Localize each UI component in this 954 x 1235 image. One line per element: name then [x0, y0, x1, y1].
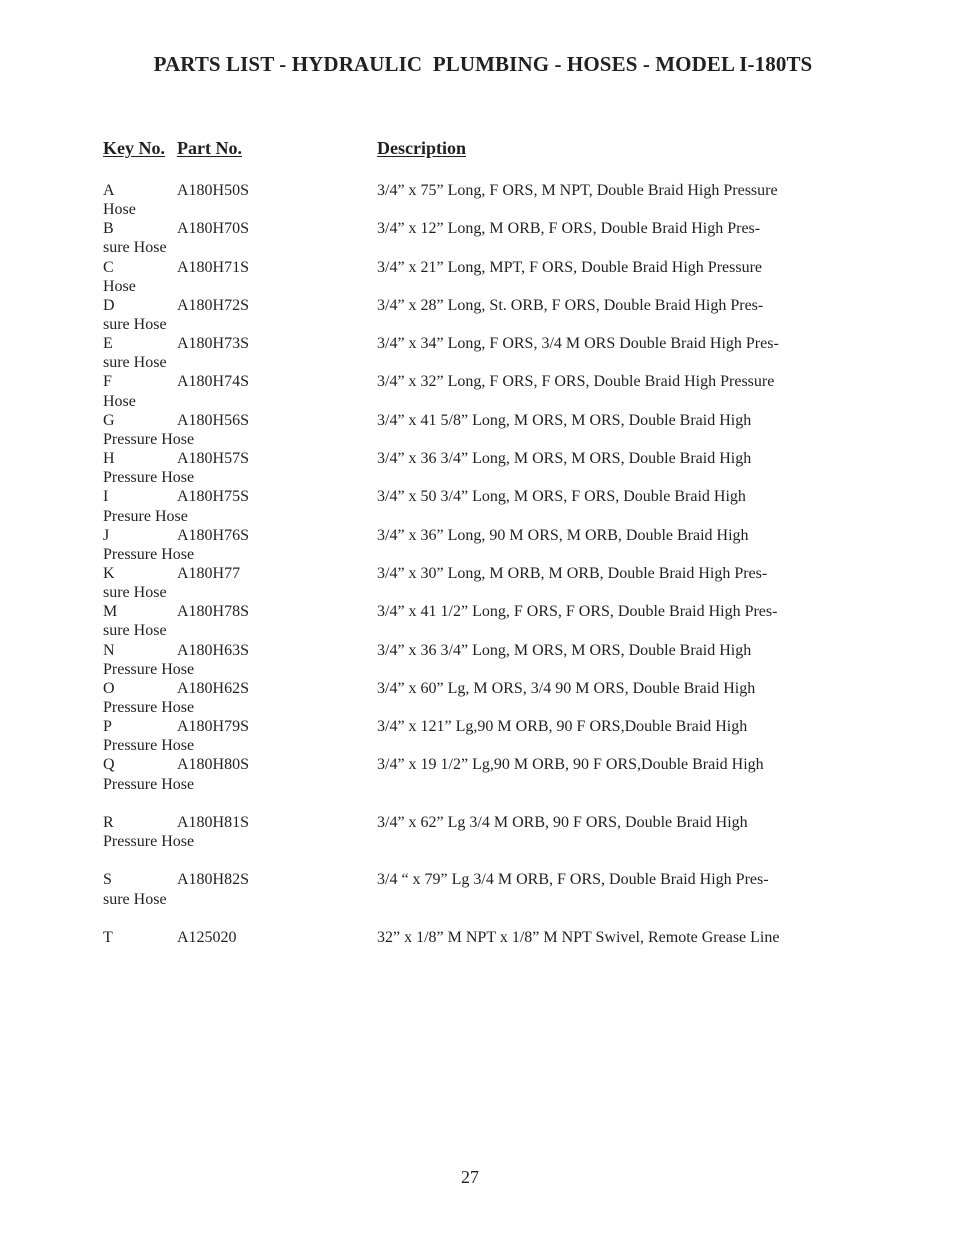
parts-row-p: [0, 717, 954, 755]
description-continuation: sure Hose: [103, 239, 167, 257]
description: 3/4” x 41 1/2” Long, F ORS, F ORS, Double Braid High Pres-: [377, 603, 778, 621]
description-continuation: sure Hose: [103, 622, 167, 640]
column-header-part-no: Part No.: [177, 138, 242, 158]
key-no: J: [103, 526, 110, 544]
description-continuation: Pressure Hose: [103, 833, 195, 851]
column-header-key-no: Key No.: [103, 138, 165, 158]
part-no: A180H63S: [177, 641, 250, 659]
description: 3/4” x 12” Long, M ORB, F ORS, Double Braid High Pres-: [377, 220, 761, 238]
part-no: A180H79S: [177, 718, 250, 736]
part-no: A180H70S: [177, 220, 250, 238]
key-no: T: [103, 928, 113, 946]
part-no: A180H82S: [177, 871, 250, 889]
parts-row-q: [0, 755, 954, 813]
description: 3/4” x 50 3/4” Long, M ORS, F ORS, Double Braid High: [377, 488, 746, 506]
description: 3/4” x 36” Long, 90 M ORS, M ORB, Double Braid High: [377, 526, 749, 544]
key-no: H: [103, 450, 115, 468]
part-no: A180H73S: [177, 335, 250, 353]
description-continuation: Pressure Hose: [103, 660, 195, 678]
parts-row-t: [0, 928, 954, 966]
part-no: A180H77: [177, 564, 241, 582]
description: 3/4” x 36 3/4” Long, M ORS, M ORS, Double Braid High: [377, 641, 752, 659]
parts-row-a: [0, 181, 954, 219]
description-continuation: sure Hose: [103, 584, 167, 602]
parts-row-d: [0, 296, 954, 334]
key-no: K: [103, 564, 115, 582]
parts-row-g: [0, 411, 954, 449]
part-no: A180H75S: [177, 488, 250, 506]
part-no: A180H62S: [177, 679, 250, 697]
description-continuation: Pressure Hose: [103, 545, 195, 563]
parts-row-k: [0, 564, 954, 602]
key-no: N: [103, 641, 115, 659]
description: 3/4” x 75” Long, F ORS, M NPT, Double Braid High Pressure: [377, 182, 778, 199]
description: 3/4” x 21” Long, MPT, F ORS, Double Braid High Pressure: [377, 258, 763, 276]
part-no: A180H71S: [177, 258, 250, 276]
part-no: A180H50S: [177, 182, 250, 199]
description-continuation: Pressure Hose: [103, 775, 195, 793]
description-continuation: Hose: [103, 277, 136, 295]
description-continuation: sure Hose: [103, 316, 167, 334]
part-no: A180H76S: [177, 526, 250, 544]
description: 3/4” x 60” Lg, M ORS, 3/4 90 M ORS, Double Braid High: [377, 679, 756, 697]
parts-list: [0, 181, 954, 966]
description: 3/4” x 32” Long, F ORS, F ORS, Double Braid High Pressure: [377, 373, 775, 391]
parts-row-o: [0, 679, 954, 717]
description-continuation: Pressure Hose: [103, 737, 195, 755]
part-no: A180H74S: [177, 373, 250, 391]
key-no: G: [103, 411, 115, 429]
key-no: E: [103, 335, 113, 353]
description-continuation: Pressure Hose: [103, 699, 195, 717]
key-no: I: [103, 488, 109, 506]
description-continuation: sure Hose: [103, 354, 167, 372]
key-no: O: [103, 679, 115, 697]
description-continuation: Hose: [103, 392, 136, 410]
key-no: C: [103, 258, 114, 276]
parts-row-e: [0, 334, 954, 372]
description: 3/4” x 30” Long, M ORB, M ORB, Double Braid High Pres-: [377, 564, 768, 582]
part-no: A180H72S: [177, 296, 250, 314]
key-no: A: [103, 182, 115, 199]
parts-row-i: [0, 487, 954, 525]
description-continuation: Pressure Hose: [103, 430, 195, 448]
key-no: M: [103, 603, 118, 621]
key-no: Q: [103, 756, 115, 774]
part-no: A180H78S: [177, 603, 250, 621]
key-no: S: [103, 871, 112, 889]
description-continuation: Presure Hose: [103, 507, 188, 525]
description: 3/4 “ x 79” Lg 3/4 M ORB, F ORS, Double Braid High Pres-: [377, 871, 769, 889]
key-no: B: [103, 220, 114, 238]
parts-row-n: [0, 641, 954, 679]
description: 3/4” x 19 1/2” Lg,90 M ORB, 90 F ORS,Double Braid High: [377, 756, 764, 774]
column-header-description: Description: [377, 138, 466, 158]
parts-row-h: [0, 449, 954, 487]
key-no: P: [103, 718, 112, 736]
key-no: F: [103, 373, 112, 391]
part-no: A180H80S: [177, 756, 250, 774]
key-no: D: [103, 296, 115, 314]
part-no: A180H57S: [177, 450, 250, 468]
part-no: A125020: [177, 928, 237, 946]
parts-row-b: [0, 219, 954, 257]
page-title: PARTS LIST - HYDRAULIC PLUMBING - HOSES - MODEL I-180TS: [153, 52, 813, 76]
description: 3/4” x 36 3/4” Long, M ORS, M ORS, Double Braid High: [377, 450, 752, 468]
parts-row-r: [0, 813, 954, 871]
description-continuation: Pressure Hose: [103, 469, 195, 487]
description: 3/4” x 34” Long, F ORS, 3/4 M ORS Double Braid High Pres-: [377, 335, 779, 353]
description: 3/4” x 28” Long, St. ORB, F ORS, Double Braid High Pres-: [377, 296, 764, 314]
parts-row-s: [0, 870, 954, 928]
description: 3/4” x 121” Lg,90 M ORB, 90 F ORS,Double Braid High: [377, 718, 748, 736]
description: 3/4” x 41 5/8” Long, M ORS, M ORS, Double Braid High: [377, 411, 752, 429]
part-no: A180H56S: [177, 411, 250, 429]
parts-row-j: [0, 526, 954, 564]
description: 3/4” x 62” Lg 3/4 M ORB, 90 F ORS, Double Braid High: [377, 813, 748, 831]
parts-row-f: [0, 372, 954, 410]
key-no: R: [103, 813, 114, 831]
page-number: 27: [461, 1167, 479, 1187]
description: 32” x 1/8” M NPT x 1/8” M NPT Swivel, Remote Grease Line: [377, 928, 780, 946]
description-continuation: Hose: [103, 201, 136, 219]
parts-row-m: [0, 602, 954, 640]
description-continuation: sure Hose: [103, 890, 167, 908]
parts-row-c: [0, 258, 954, 296]
part-no: A180H81S: [177, 813, 250, 831]
